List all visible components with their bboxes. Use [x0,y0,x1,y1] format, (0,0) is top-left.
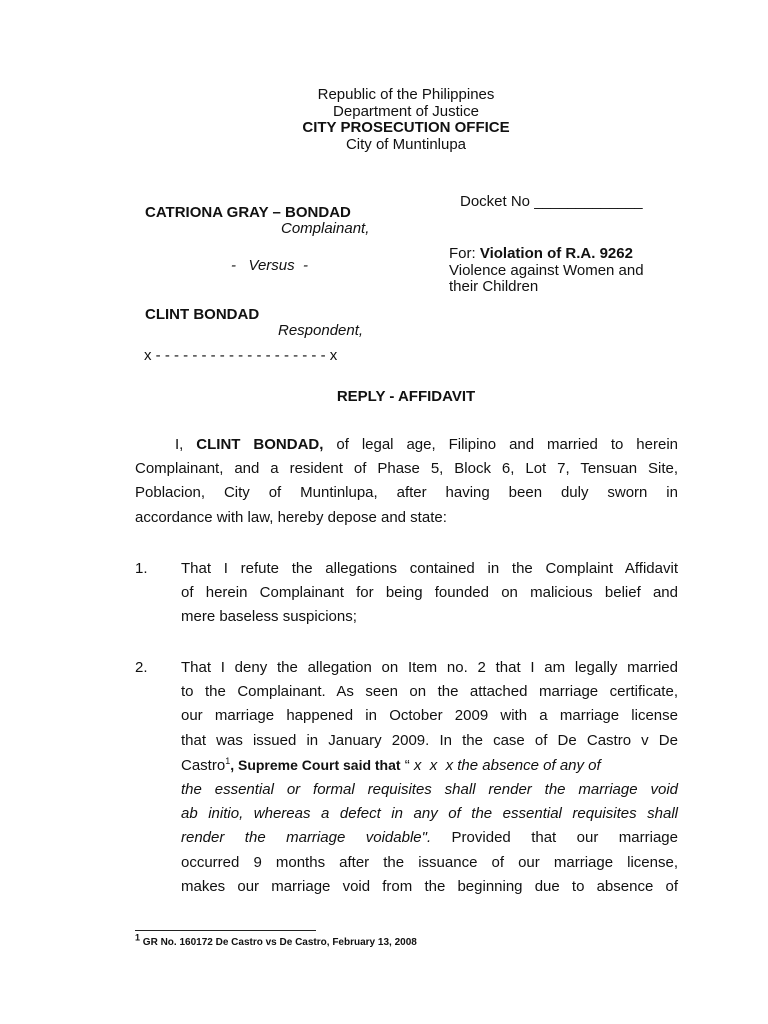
footnote-marker: 1 [135,932,141,943]
quoted-line: ab initio, whereas a defect in any of the essential requisites shall [181,805,678,823]
violation-description-2: their Children [449,278,539,295]
header-city: City of Muntinlupa [345,135,467,153]
quoted-line: the essential or formal requisites shall render the marriage void [181,781,678,799]
intro-line: accordance with law, hereby depose and state: [135,508,447,526]
docket-number: Docket No _____________ [460,193,643,210]
item-line: occurred 9 months after the issuance of our marriage license, [181,853,678,871]
violation-description-1: Violence against Women and [449,262,644,279]
caption-separator: x - - - - - - - - - - - - - - - - - - - x [144,347,338,364]
item-line: that was issued in January 2009. In the case of De Castro v De [181,731,678,749]
item-line: to the Complainant. As seen on the attached marriage certificate, [181,683,678,701]
header-department: Department of Justice [333,102,479,120]
footnote-text: GR No. 160172 De Castro vs De Castro, February 13, 2008 [140,937,417,948]
intro-line [135,433,678,457]
footnote-divider [135,930,316,931]
item-line: makes our marriage void from the beginning due to absence of [181,877,678,895]
item-line [181,753,678,778]
item-1-paragraph [181,557,678,630]
respondent-name: CLINT BONDAD [145,306,260,323]
item-1-number: 1. [135,560,148,577]
document-header [0,87,768,153]
item-line: That I refute the allegations contained in the Complaint Affidavit [181,560,678,577]
item-text: Provided that our marriage [431,829,678,847]
header-republic: Republic of the Philippines [317,86,495,103]
document-title: REPLY - AFFIDAVIT [336,388,476,405]
intro-text: I, [175,436,197,453]
intro-paragraph [135,433,678,530]
violation-label: Violation of R.A. 9262 [479,245,633,262]
item-line: of herein Complainant for being founded on malicious belief and [181,584,678,602]
quoted-text: x x x the absence of any of [413,756,601,774]
item-line: our marriage happened in October 2009 with a marriage license [181,707,678,725]
item-line [181,826,678,850]
item-2-paragraph [181,656,678,899]
intro-text: of legal age, Filipino and married to herein [323,436,678,453]
complainant-name: CATRIONA GRAY – BONDAD [145,204,351,221]
footnote-reference[interactable]: 1 [225,755,231,766]
intro-line: Complainant, and a resident of Phase 5, Block 6, Lot 7, Tensuan Site, [135,460,678,478]
quote-mark: “ [400,756,414,774]
respondent-role: Respondent, [278,322,364,339]
versus-label: - Versus - [231,257,308,274]
footnote [135,932,417,949]
case-for [449,245,633,262]
case-name: Castro [181,756,226,774]
for-label: For: [449,245,480,262]
intro-line: Poblacion, City of Muntinlupa, after having been duly sworn in [135,484,678,502]
complainant-role: Complainant, [281,220,370,237]
court-citation: , Supreme Court said that [230,756,401,773]
affiant-name: CLINT BONDAD, [196,436,324,453]
item-2-number: 2. [135,659,148,676]
quoted-text: render the marriage voidable". [181,829,432,847]
item-line: That I deny the allegation on Item no. 2 that I am legally married [181,659,678,676]
item-line: mere baseless suspicions; [181,608,357,626]
header-office: CITY PROSECUTION OFFICE [302,119,510,136]
